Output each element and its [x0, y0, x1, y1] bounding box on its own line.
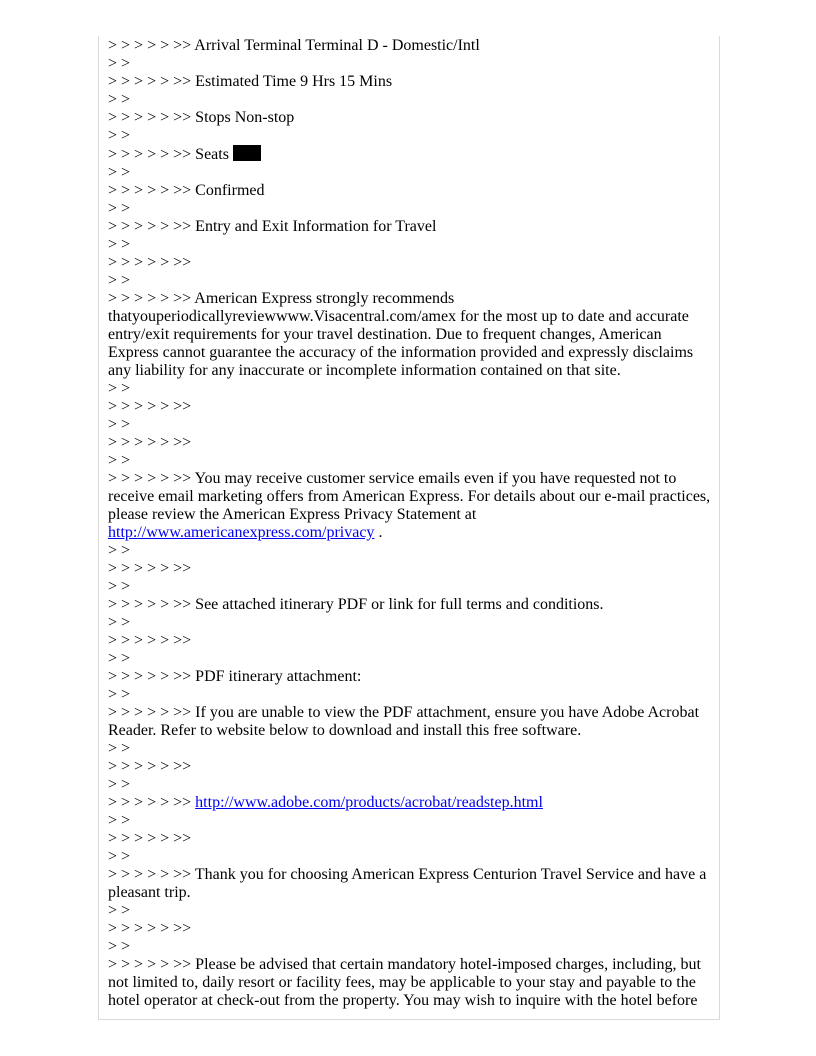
quote-separator: > >	[108, 776, 131, 793]
thank-you-paragraph: > > > > > >> Thank you for choosing American Express Centurion Travel Service and have a pleasant trip.	[108, 866, 711, 901]
seats-line	[108, 145, 712, 164]
quote-separator: > >	[108, 452, 131, 469]
adobe-link-prefix: > > > > > >>	[108, 794, 196, 811]
quote-empty-line: > > > > > >>	[108, 920, 192, 937]
quote-empty-line: > > > > > >>	[108, 830, 192, 847]
quote-separator: > >	[108, 416, 131, 433]
quote-separator: > >	[108, 164, 131, 181]
quote-empty-line: > > > > > >>	[108, 434, 192, 451]
quote-separator: > >	[108, 902, 131, 919]
arrival-terminal-line: > > > > > >> Arrival Terminal Terminal D - Domestic/Intl	[108, 37, 480, 54]
entry-exit-paragraph: > > > > > >> American Express strongly recommends thatyouperiodicallyreviewwww.Visacentral.com/amex for the most up to date and accurate entry/exit requirements for your travel destination. Due to frequent changes, American Express cannot guarantee the accuracy of the information provided and expressly disclaims any liability for any inaccurate or incomplete information contained on that site.	[108, 290, 698, 379]
quote-separator: > >	[108, 127, 131, 144]
quote-empty-line: > > > > > >>	[108, 758, 192, 775]
adobe-download-link[interactable]: http://www.adobe.com/products/acrobat/readstep.html	[195, 794, 543, 811]
terms-line: > > > > > >> See attached itinerary PDF or link for full terms and conditions.	[108, 596, 604, 613]
entry-exit-heading: > > > > > >> Entry and Exit Information for Travel	[108, 218, 437, 235]
quote-empty-line: > > > > > >>	[108, 560, 192, 577]
quote-separator: > >	[108, 200, 131, 217]
confirmed-line: > > > > > >> Confirmed	[108, 182, 265, 199]
quote-separator: > >	[108, 848, 131, 865]
adobe-link-line	[108, 794, 712, 812]
email-body	[108, 37, 715, 1010]
quote-separator: > >	[108, 578, 131, 595]
quote-separator: > >	[108, 91, 131, 108]
quote-separator: > >	[108, 812, 131, 829]
quote-separator: > >	[108, 272, 131, 289]
privacy-paragraph	[108, 470, 715, 542]
privacy-link[interactable]: http://www.americanexpress.com/privacy	[108, 524, 375, 541]
quote-separator: > >	[108, 686, 131, 703]
quote-separator: > >	[108, 55, 131, 72]
quote-separator: > >	[108, 236, 131, 253]
privacy-text: > > > > > >> You may receive customer service emails even if you have requested not to receive email marketing offers from American Express. For details about our e-mail practices, please review the American Express Privacy Statement at	[108, 470, 715, 523]
quote-empty-line: > > > > > >>	[108, 398, 192, 415]
document-page	[98, 36, 720, 1020]
pdf-attachment-line: > > > > > >> PDF itinerary attachment:	[108, 668, 362, 685]
stops-line: > > > > > >> Stops Non-stop	[108, 109, 295, 126]
quote-empty-line: > > > > > >>	[108, 632, 192, 649]
privacy-tail: .	[374, 524, 383, 541]
quote-separator: > >	[108, 740, 131, 757]
quote-separator: > >	[108, 650, 131, 667]
adobe-reader-paragraph: > > > > > >> If you are unable to view the PDF attachment, ensure you have Adobe Acrobat Reader. Refer to website below to download and install this free software.	[108, 704, 704, 739]
quote-separator: > >	[108, 542, 131, 559]
quote-separator: > >	[108, 614, 131, 631]
quote-empty-line: > > > > > >>	[108, 254, 192, 271]
estimated-time-line: > > > > > >> Estimated Time 9 Hrs 15 Mins	[108, 73, 393, 90]
quote-separator: > >	[108, 380, 131, 397]
redaction-box	[233, 145, 261, 161]
seats-label: > > > > > >> Seats	[108, 146, 229, 163]
quote-separator: > >	[108, 938, 131, 955]
hotel-charges-paragraph: > > > > > >> Please be advised that certain mandatory hotel-imposed charges, including, but not limited to, daily resort or facility fees, may be applicable to your stay and payable to the hotel operator at check-out from the property. You may wish to inquire with the hotel before	[108, 956, 705, 1009]
